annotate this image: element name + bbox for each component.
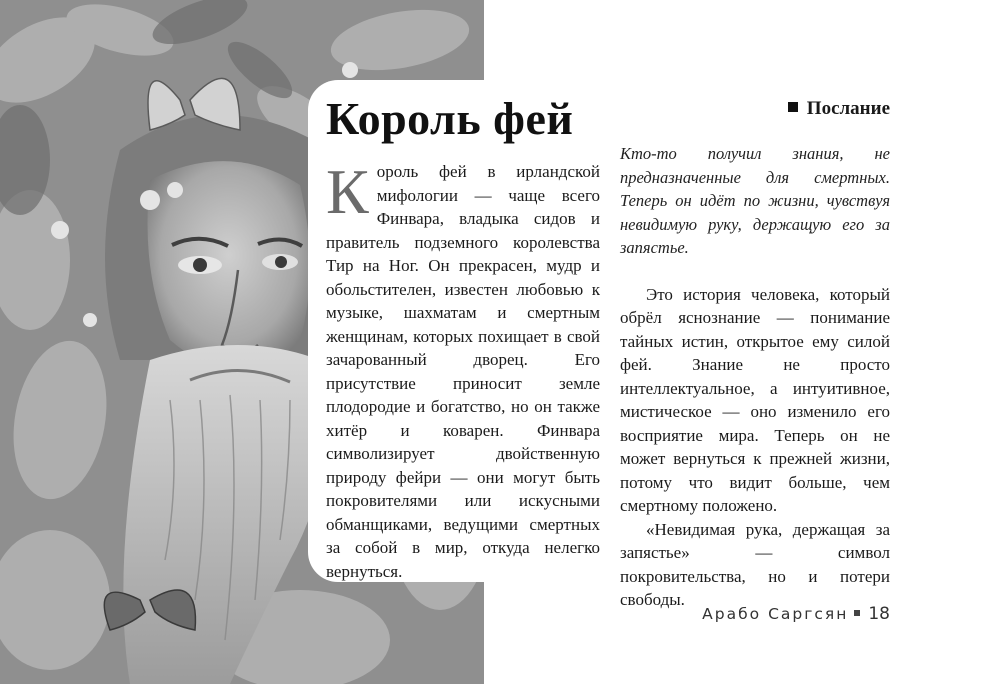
message-column bbox=[620, 96, 890, 612]
message-heading bbox=[620, 96, 890, 122]
chapter-text bbox=[326, 156, 600, 583]
chapter-title: Король фей bbox=[326, 93, 574, 144]
message-body bbox=[620, 283, 890, 612]
epigraph: Кто-то получил знания, не предназначенные для смертных. Теперь он идёт по жизни, чувствуя невидимую руку, держащую его за запястье. bbox=[620, 144, 890, 257]
chapter-column bbox=[326, 94, 600, 583]
chapter-body: ороль фей в ирландской мифологии — чаще всего Финвара, владыка сидов и правитель подземного королевства Тир на Ног. Он прекрасен, мудр и обольстителен, известен любовью к музыке, шахматам и смертным женщинам, которых похищает в свой зачарованный дворец. Его присутствие приносит земле плодородие и богатство, но он также хитёр и коварен. Финвара символизирует двойственную природу фейри — они могут быть покровителями или искусными обманщиками, ведущими смертных за собой в мир, откуда нелегко вернуться. bbox=[326, 162, 600, 581]
paragraph: Это история человека, который обрёл яснознание — понимание тайных истин, открытое ему силой фей. Знание не просто интеллектуальное, а интуитивное, мистическое — оно изменило его восприятие мира. Теперь он не может вернуться к прежней жизни, потому что видит больше, чем смертному положено. bbox=[620, 284, 890, 515]
separator-square-icon bbox=[854, 610, 860, 616]
drop-cap: К bbox=[326, 156, 369, 227]
author-name: Арабо Саргсян bbox=[702, 605, 849, 623]
page-footer bbox=[702, 604, 890, 624]
paragraph: «Невидимая рука, держащая за запястье» — символ покровительства, но и потери свободы. bbox=[620, 519, 890, 609]
page-number: 18 bbox=[868, 604, 890, 624]
square-bullet-icon bbox=[788, 102, 798, 112]
message-heading-label: Послание bbox=[806, 98, 890, 119]
